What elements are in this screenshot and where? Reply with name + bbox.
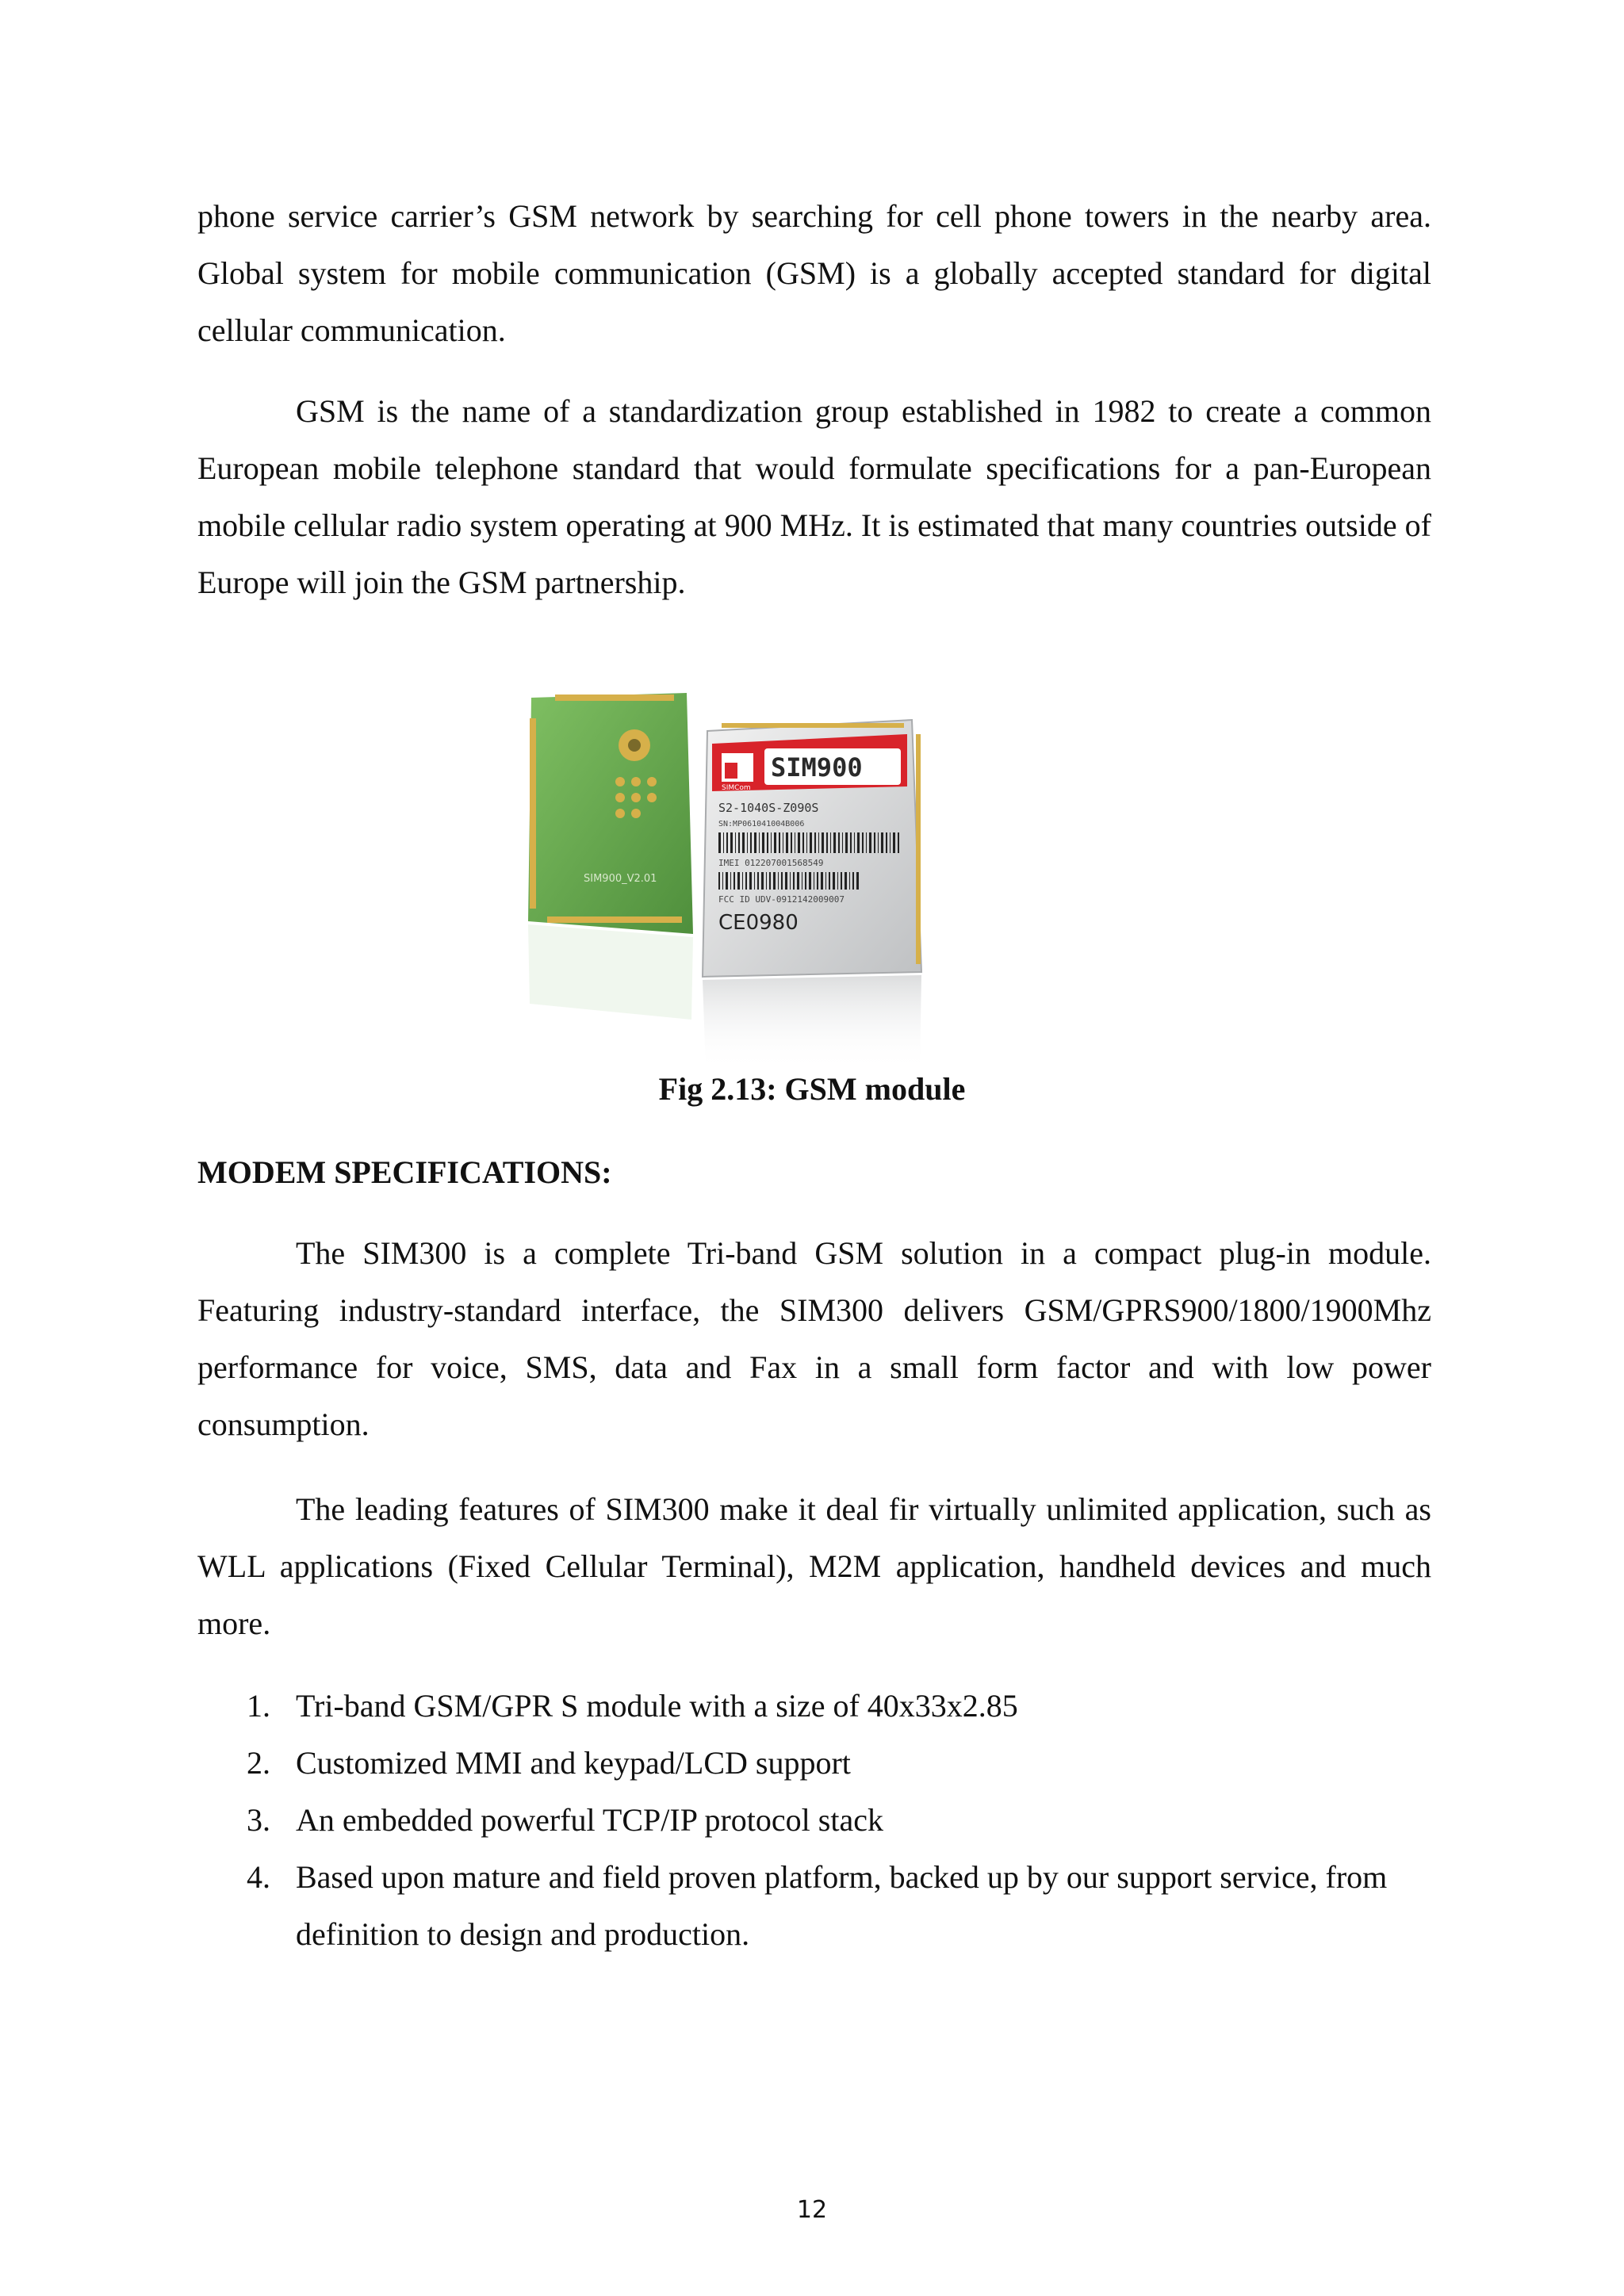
list-item (197, 1792, 1431, 1849)
serial-number: SN:MP061041004B006 (718, 820, 805, 828)
list-item-number: 4. (247, 1859, 270, 1895)
chip-label: SIM900 (771, 752, 863, 783)
imei-text: IMEI 012207001568549 (718, 858, 824, 868)
list-item-text: Based upon mature and field proven platform, backed up by our support service, from definition to design and production. (296, 1859, 1388, 1952)
intro-paragraph: phone service carrier’s GSM network by searching for cell phone towers in the nearby area. Global system for mobile communication (GSM) is a globally accepted standard for digital cellular communication. (197, 198, 1431, 348)
list-item-text: Tri-band GSM/GPR S module with a size of 40x33x2.85 (296, 1688, 1018, 1724)
back-board-label: SIM900_V2.01 (584, 873, 657, 885)
figure-caption: Fig 2.13: GSM module (658, 1071, 966, 1107)
gsm-history-paragraph: GSM is the name of a standardization group established in 1982 to create a common European mobile telephone standard that would formulate specifications for a pan-European mobile cellular radio system operating at 900 MHz. It is estimated that many countries outside of Europe will join the GSM partnership. (197, 393, 1431, 600)
list-item-number: 2. (247, 1745, 270, 1781)
list-item-number: 1. (247, 1688, 270, 1724)
module-reflection (703, 975, 921, 1070)
page-number: 12 (796, 2196, 828, 2224)
list-item-text: Customized MMI and keypad/LCD support (296, 1745, 851, 1781)
gsm-module-figure (523, 687, 1012, 1070)
part-number: S2-1040S-Z090S (718, 801, 819, 815)
ce-mark-text: CE0980 (718, 911, 799, 935)
list-item-number: 3. (247, 1802, 270, 1838)
spec-paragraph-2: The leading features of SIM300 make it deal fir virtually unlimited application, such as WLL applications (Fixed Cellular Terminal), M2M application, handheld devices and much more. (197, 1491, 1431, 1641)
features-list (197, 1678, 1431, 1963)
back-board (528, 693, 693, 934)
fcc-id-text: FCC ID UDV-0912142009007 (718, 894, 845, 905)
list-item (197, 1735, 1431, 1792)
spec-paragraph-1: The SIM300 is a complete Tri-band GSM solution in a compact plug-in module. Featuring industry-standard interface, the SIM300 delivers GSM/GPRS900/1800/1900Mhz performance for voice, SMS, data and Fax in a small form factor and with low power consumption. (197, 1235, 1431, 1442)
gsm-module-image (523, 687, 1012, 1070)
list-item (197, 1678, 1431, 1735)
list-item-text: An embedded powerful TCP/IP protocol stack (296, 1802, 883, 1838)
brand-text: SIMCom (722, 784, 751, 792)
list-item (197, 1849, 1431, 1963)
section-heading: MODEM SPECIFICATIONS: (197, 1154, 612, 1190)
